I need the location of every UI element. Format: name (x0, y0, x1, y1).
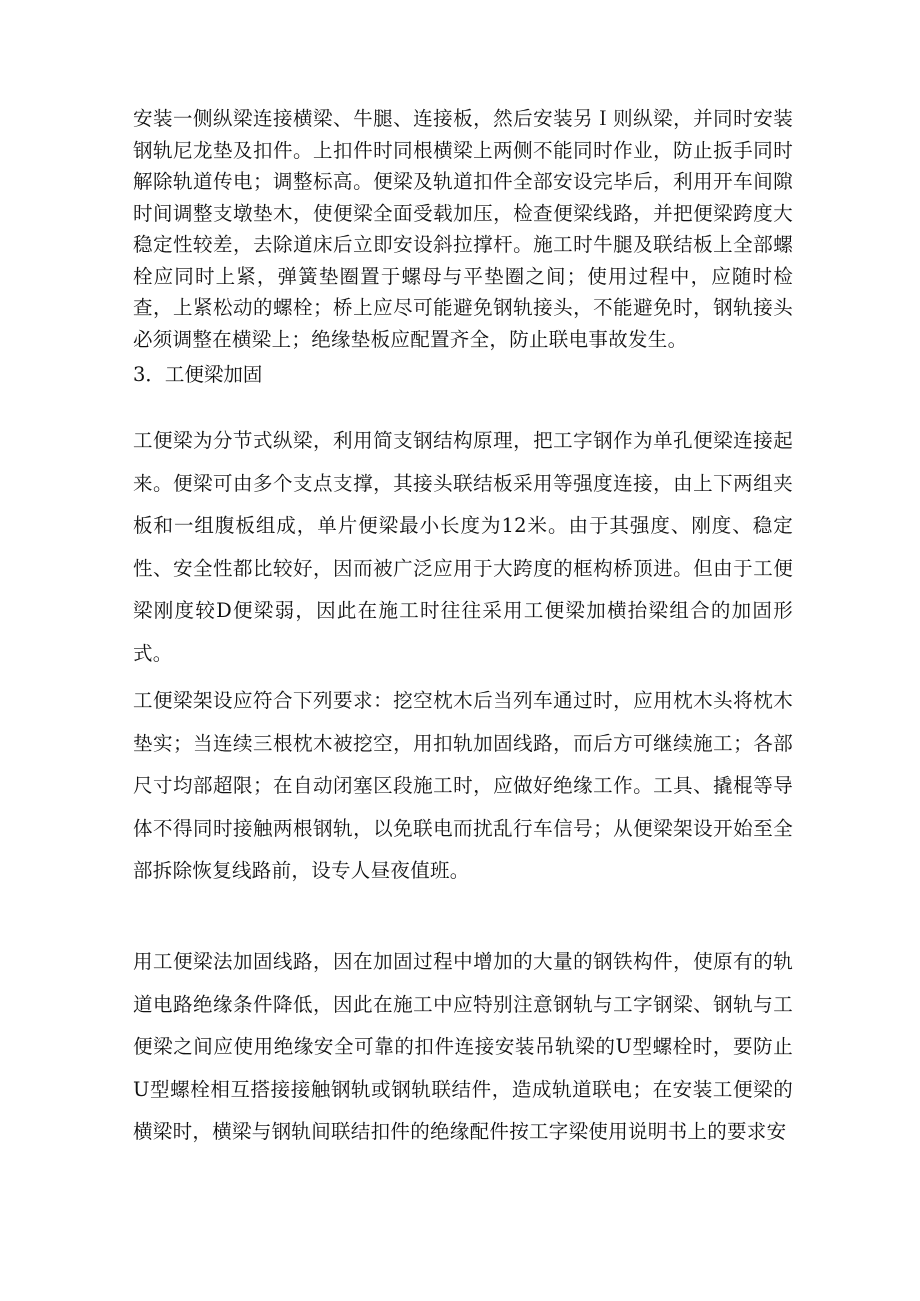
paragraph-insulation-notes: 用工便梁法加固线路，因在加固过程中增加的大量的钢铁构件，使原有的轨道电路绝缘条件降低，因此在施工中应特别注意钢轨与工字钢梁、钢轨与工便梁之间应使用绝缘安全可靠的扣件连接安装吊轨梁的U型螺栓时，要防止U型螺栓相互搭接接触钢轨或钢轨联结件，造成轨道联电；在安装工便梁的横梁时，横梁与钢轨间联结扣件的绝缘配件按工字梁使用说明书上的要求安 (133, 950, 793, 1143)
paragraph-i-beam-description: 工便梁为分节式纵梁，利用简支钢结构原理，把工字钢作为单孔便梁连接起来。便梁可由多个支点支撑，其接头联结板采用等强度连接，由上下两组夹板和一组腹板组成，单片便梁最小长度为12米。由于其强度、刚度、稳定性、安全性都比较好，因而被广泛应用于大跨度的框构桥顶进。但由于工便梁刚度较D便梁弱，因此在施工时往往采用工便梁加横抬梁组合的加固形式。 (133, 429, 793, 665)
paragraph-erection-requirements: 工便梁架设应符合下列要求：挖空枕木后当列车通过时，应用枕木头将枕木垫实；当连续三根枕木被挖空，用扣轨加固线路，而后方可继续施工；各部尺寸均部超限；在自动闭塞区段施工时，应做好绝缘工作。工具、撬棍等导体不得同时接触两根钢轨，以免联电而扰乱行车信号；从便梁架设开始至全部拆除恢复线路前，设专人昼夜值班。 (133, 689, 793, 882)
section-heading: 3．工便梁加固 (133, 363, 263, 386)
paragraph-beam-installation: 安装一侧纵梁连接横梁、牛腿、连接板，然后安装另Ｉ则纵梁，并同时安装钢轨尼龙垫及扣件。上扣件时同根横梁上两侧不能同时作业，防止扳手同时解除轨道传电；调整标高。便梁及轨道扣件全部安设完毕后，利用开车间隙时间调整支墩垫木，使便梁全面受载加压，检查便梁线路，并把便梁跨度大稳定性较差，去除道床后立即安设斜拉撑杆。施工时牛腿及联结板上全部螺栓应同时上紧，弹簧垫圈置于螺母与平垫圈之间；使用过程中，应随时检查，上紧松动的螺栓；桥上应尽可能避免钢轨接头，不能避免时，钢轨接头必须调整在横梁上；绝缘垫板应配置齐全，防止联电事故发生。 (133, 107, 793, 351)
